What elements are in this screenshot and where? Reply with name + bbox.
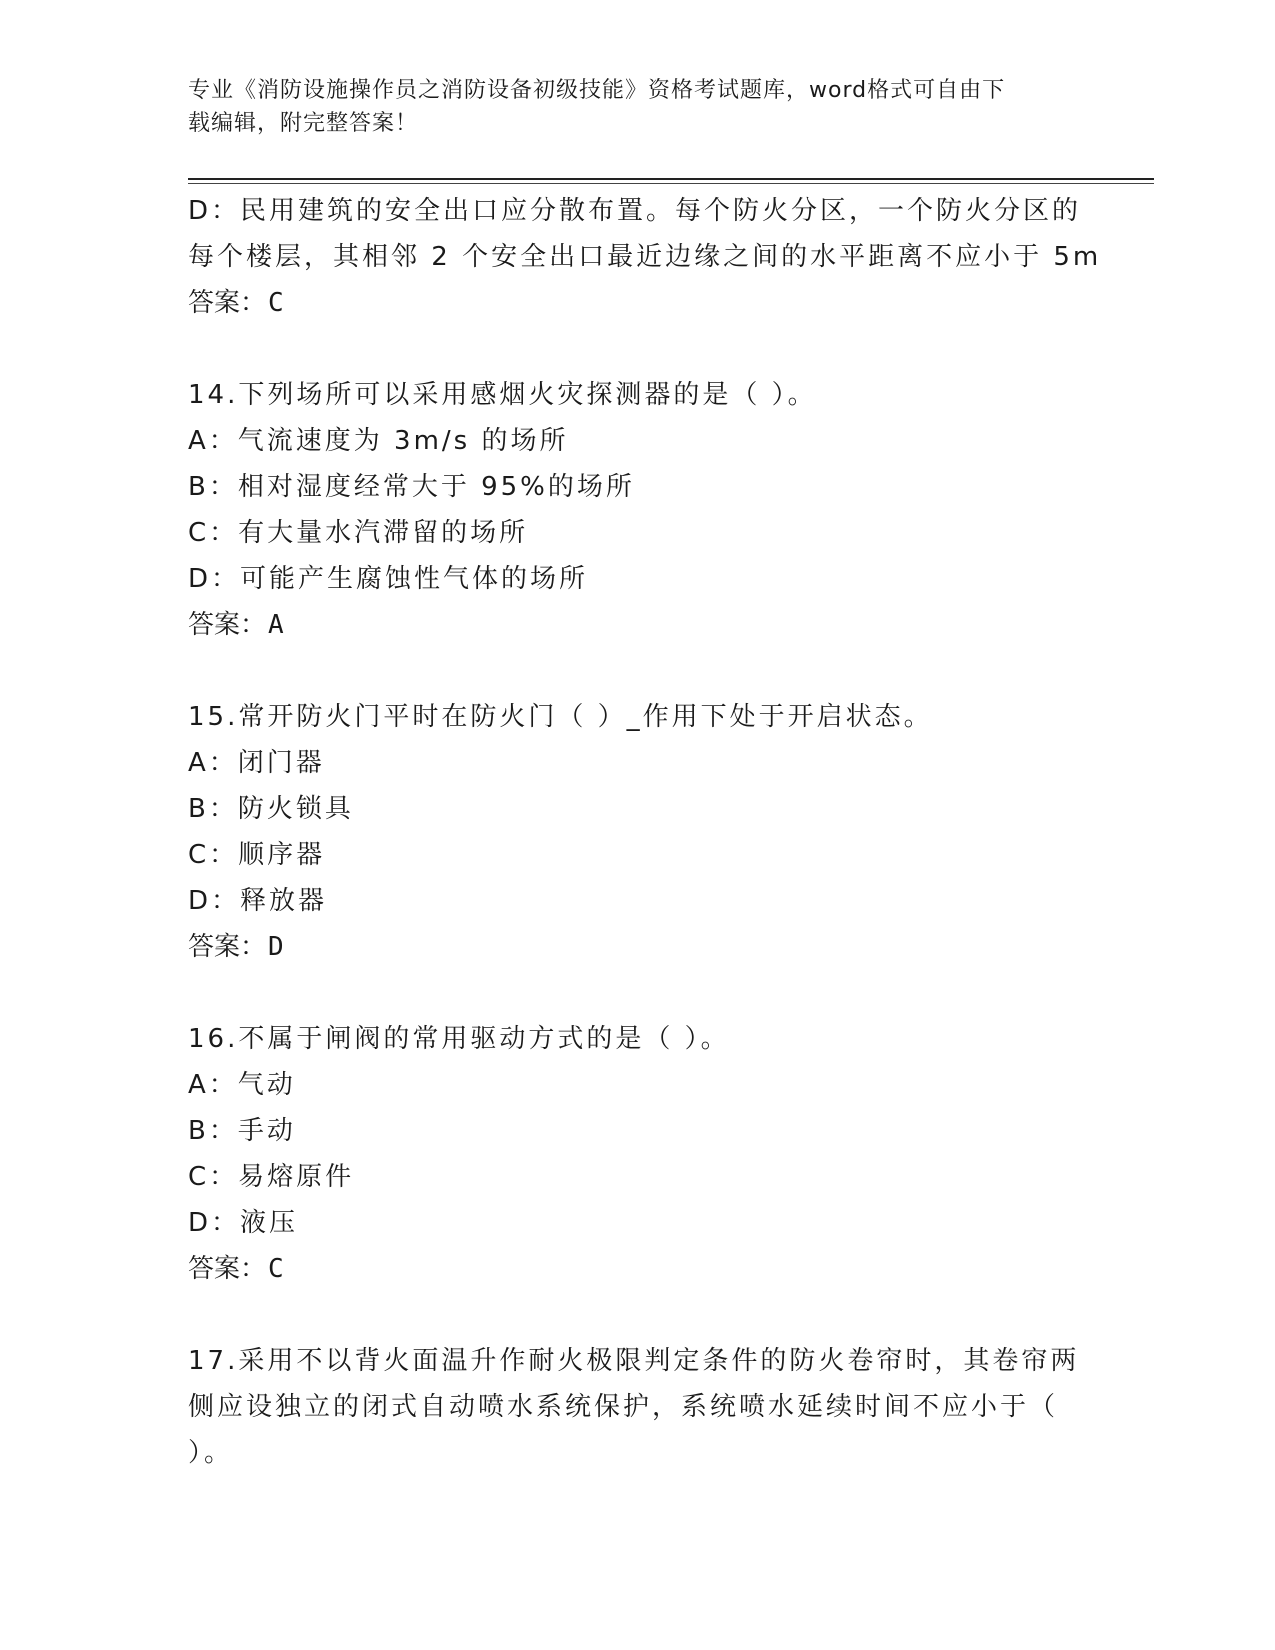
- answer-value: C: [268, 288, 284, 318]
- question-stem: 15.常开防火门平时在防火门（ ）_作用下处于开启状态。: [188, 702, 933, 732]
- header-line-2: 载编辑，附完整答案！: [188, 111, 419, 136]
- option-d: D：释放器: [188, 886, 328, 916]
- question-stem: 16.不属于闸阀的常用驱动方式的是（ ）。: [188, 1024, 730, 1054]
- option-a: A：闭门器: [188, 748, 325, 778]
- spacer: [188, 326, 1088, 372]
- question-stem-continued: 侧应设独立的闭式自动喷水系统保护，系统喷水延续时间不应小于（: [188, 1392, 1059, 1422]
- question-stem: 14.下列场所可以采用感烟火灾探测器的是（ ）。: [188, 380, 817, 410]
- option-d: D：可能产生腐蚀性气体的场所: [188, 564, 589, 594]
- answer-value: A: [268, 610, 284, 640]
- spacer: [188, 970, 1088, 1016]
- option-c: C：易熔原件: [188, 1162, 355, 1192]
- answer-label: 答案：: [188, 288, 267, 318]
- option-c: C：顺序器: [188, 840, 326, 870]
- header-rule-thin: [188, 183, 1154, 184]
- option-a: A：气流速度为 3m/s 的场所: [188, 426, 569, 456]
- option-c: C：有大量水汽滞留的场所: [188, 518, 529, 548]
- option-d-continued: 每个楼层，其相邻 2 个安全出口最近边缘之间的水平距离不应小于 5m: [188, 242, 1102, 272]
- question-stem-continued: ）。: [188, 1438, 234, 1468]
- answer: [188, 280, 1088, 326]
- question-list: [188, 188, 1102, 1476]
- document-header: [188, 74, 1068, 140]
- header-line-1: 专业《消防设施操作员之消防设备初级技能》资格考试题库，word格式可自由下: [188, 78, 1006, 103]
- spacer: [188, 1292, 1088, 1338]
- option-b: B：手动: [188, 1116, 296, 1146]
- spacer: [188, 648, 1088, 694]
- header-rule-thick: [188, 178, 1154, 180]
- option-d: D：液压: [188, 1208, 299, 1238]
- option-d: D：民用建筑的安全出口应分散布置。每个防火分区，一个防火分区的: [188, 196, 1082, 226]
- question-14: [188, 372, 1088, 648]
- answer: [188, 924, 1088, 970]
- question-15: [188, 694, 1088, 970]
- answer: [188, 1246, 1088, 1292]
- answer: [188, 602, 1088, 648]
- option-b: B：相对湿度经常大于 95%的场所: [188, 472, 635, 502]
- question-17: [188, 1338, 1088, 1476]
- answer-label: 答案：: [188, 932, 267, 962]
- question-stem: 17.采用不以背火面温升作耐火极限判定条件的防火卷帘时，其卷帘两: [188, 1346, 1080, 1376]
- question-16: [188, 1016, 1088, 1292]
- answer-value: D: [268, 932, 284, 962]
- option-a: A：气动: [188, 1070, 296, 1100]
- option-b: B：防火锁具: [188, 794, 354, 824]
- question-13-tail: [188, 188, 1102, 326]
- answer-value: C: [268, 1254, 284, 1284]
- answer-label: 答案：: [188, 1254, 267, 1284]
- answer-label: 答案：: [188, 610, 267, 640]
